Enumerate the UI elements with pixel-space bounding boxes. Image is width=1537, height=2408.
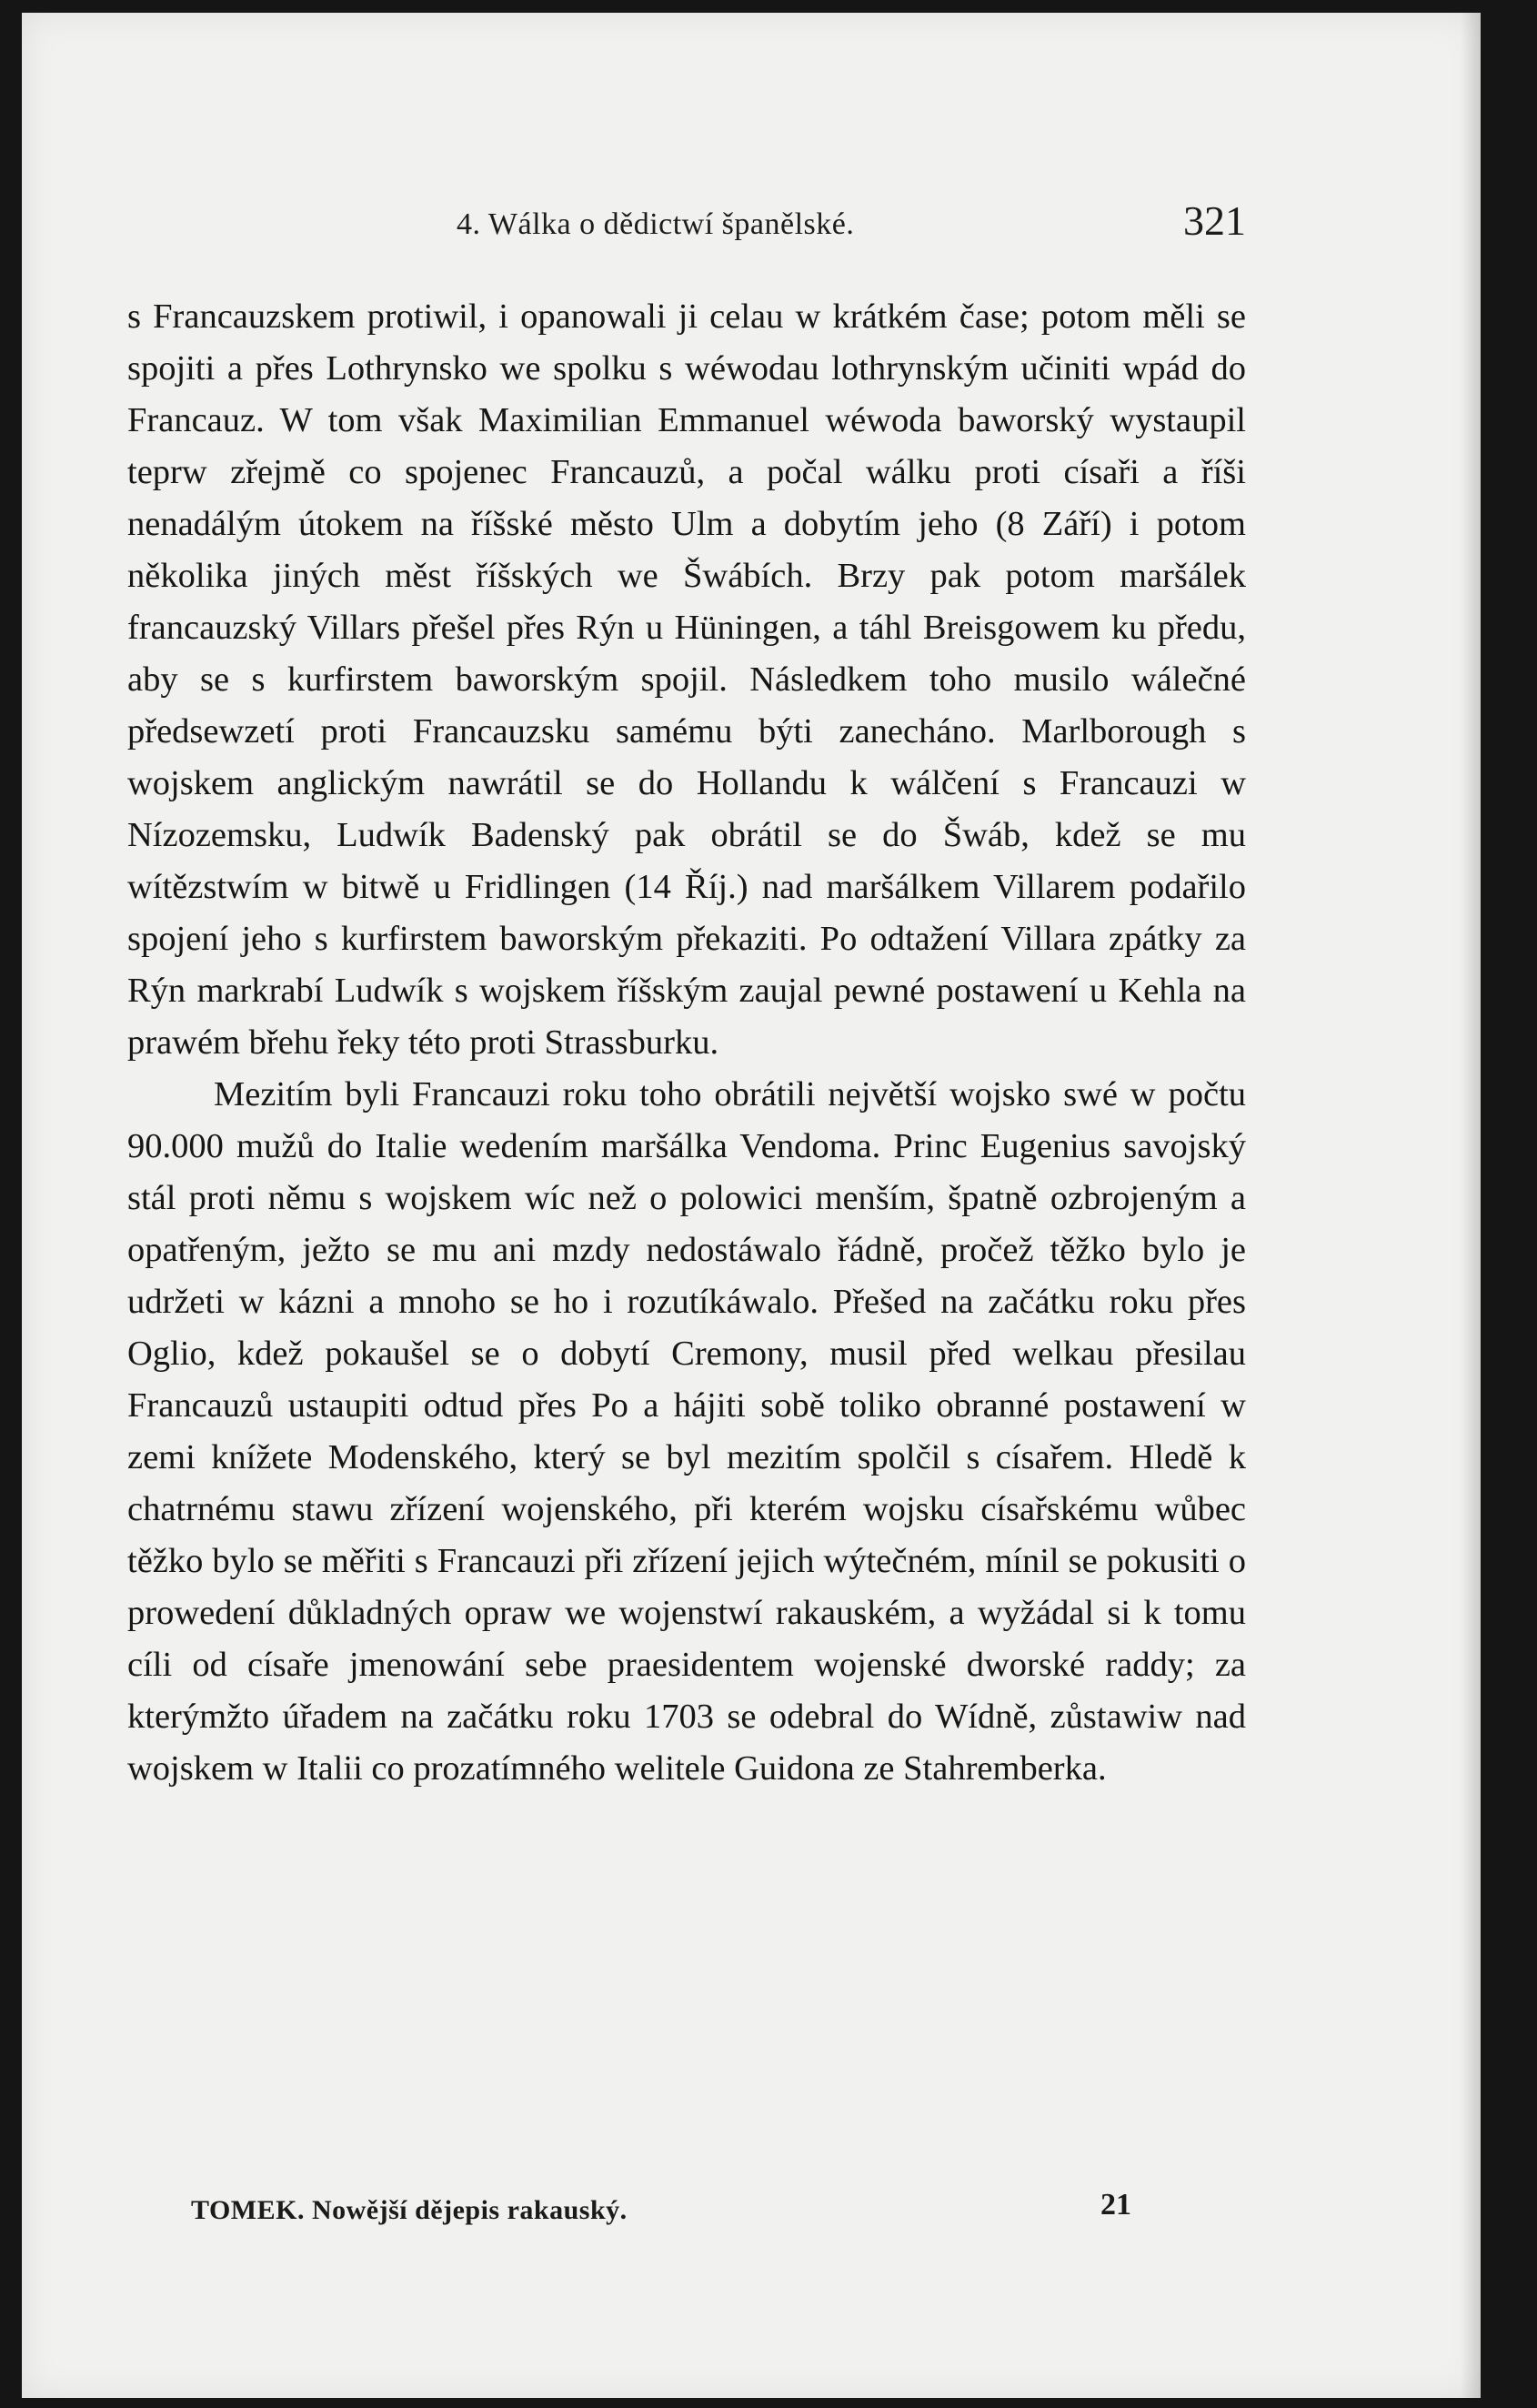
page-footer xyxy=(191,2188,1146,2242)
signature-mark: 21 xyxy=(1100,2188,1131,2222)
running-head: 4. Wálka o dědictwí španělské. xyxy=(457,207,855,241)
page-number: 321 xyxy=(1183,197,1246,244)
paragraph: s Francauzskem protiwil, i opanowali ji celau w krátkém čase; potom měli se spojiti a přes Lothrynsko we spolku s wéwodau lothrynským učiniti wpád do Francauz. W tom však Maximilian Emmanuel wéwoda baworský wystaupil teprw zřejmě co spojenec Francauzů, a počal wálku proti císaři a říši nenadálým útokem na říšské město Ulm a dobytím jeho (8 Září) i potom několika jiných měst říšských we Šwábích. Brzy pak potom maršálek francauzský Villars přešel přes Rýn u Hüningen, a táhl Breisgowem ku předu, aby se s kurfirstem baworským spojil. Následkem toho musilo wálečné předsewzetí proti Francauzsku samému býti zanecháno. Marlborough s wojskem anglickým nawrátil se do Hollandu k wálčení s Francauzi w Nízozemsku, Ludwík Badenský pak obrátil se do Šwáb, kdež se mu wítězstwím w bitwě u Fridlingen (14 Říj.) nad maršálkem Villarem podařilo spojení jeho s kurfirstem baworským překaziti. Po odtažení Villara zpátky za Rýn markrabí Ludwík s wojskem říšským zaujal pewné postawení u Kehla na prawém břehu řeky této proti Strassburku. xyxy=(127,297,1246,1062)
page-header xyxy=(127,191,1246,255)
footer-title: TOMEK. Nowější dějepis rakauský. xyxy=(191,2195,628,2225)
page-body xyxy=(127,291,1246,1795)
page-edge-shadow xyxy=(1461,13,1481,2398)
paragraph: Mezitím byli Francauzi roku toho obrátili největší wojsko swé w počtu 90.000 mužů do Italie wedením maršálka Vendoma. Princ Eugenius savojský stál proti němu s wojskem wíc než o polowici menším, špatně ozbrojeným a opatřeným, ježto se mu ani mzdy nedostáwalo řádně, pročež těžko bylo je udržeti w kázni a mnoho se ho i rozutíkáwalo. Přešed na začátku roku přes Oglio, kdež pokaušel se o dobytí Cremony, musil před welkau přesilau Francauzů ustaupiti odtud přes Po a hájiti sobě toliko obranné postawení w zemi knížete Modenského, který se byl mezitím spolčil s císařem. Hledě k chatrnému stawu zřízení wojenského, při kterém wojsku císařskému wůbec těžko bylo se měřiti s Francauzi při zřízení jejich wýtečném, mínil se pokusiti o prowedení důkladných opraw we wojenstwí rakauském, a wyžádal si k tomu cíli od císaře jmenowání sebe praesidentem wojenské dworské raddy; za kterýmžto úřadem na začátku roku 1703 se odebral do Wídně, zůstawiw nad wojskem w Italii co prozatímného welitele Guidona ze Stahremberka. xyxy=(127,1075,1246,1788)
